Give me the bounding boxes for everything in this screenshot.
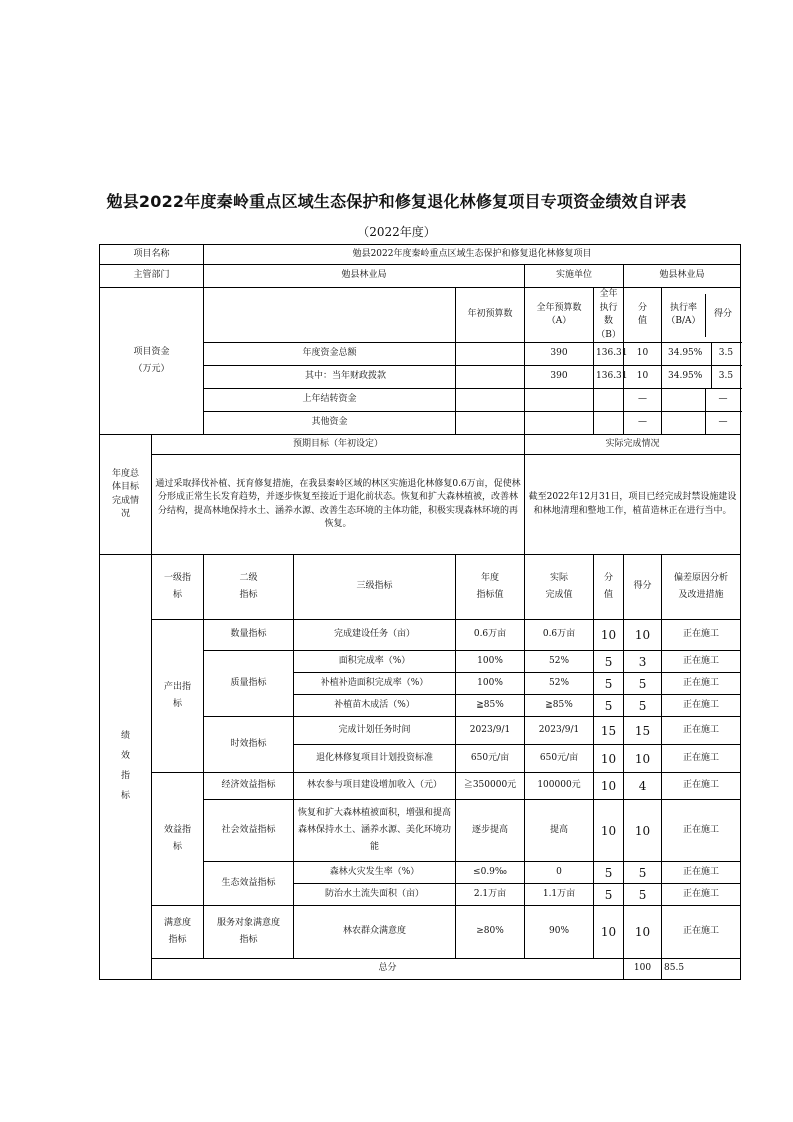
l3-header: 三级指标 xyxy=(294,555,456,620)
indicator-score: 5 xyxy=(594,862,624,884)
funds-annual xyxy=(525,412,594,435)
perf-label: 绩 效 指 标 xyxy=(100,555,152,980)
indicator-actual: ≧85% xyxy=(525,695,594,717)
document-year: （2022年度） xyxy=(357,225,436,239)
score-header: 分 值 xyxy=(624,288,662,343)
funds-label-line2: （万元） xyxy=(133,364,170,374)
indicator-name: 防治水土流失面积（亩） xyxy=(294,884,456,906)
funds-annual xyxy=(525,389,594,412)
indicator-note: 正在施工 xyxy=(662,862,741,884)
indicator-score: 5 xyxy=(594,695,624,717)
rate-header: 执行率 （B/A） xyxy=(662,294,706,337)
indicator-note: 正在施工 xyxy=(662,906,741,959)
indicator-note: 正在施工 xyxy=(662,884,741,906)
funds-exec: 136.31 xyxy=(594,366,624,389)
indicator-actual: 提高 xyxy=(525,800,594,862)
indicator-score: 10 xyxy=(594,906,624,959)
indicator-name: 面积完成率（%） xyxy=(294,651,456,673)
indicator-name: 退化林修复项目计划投资标准 xyxy=(294,745,456,773)
indicator-note: 正在施工 xyxy=(662,695,741,717)
indicator-target: 2.1万亩 xyxy=(456,884,525,906)
funds-row-label: 年度资金总额 xyxy=(204,343,456,366)
funds-initial xyxy=(456,412,525,435)
department-value: 勉县林业局 xyxy=(204,265,525,288)
indicator-target: 逐步提高 xyxy=(456,800,525,862)
funds-annual: 390 xyxy=(525,343,594,366)
indicator-name: 完成建设任务（亩） xyxy=(294,620,456,651)
l1-header: 一级指 标 xyxy=(152,555,204,620)
funds-exec xyxy=(594,389,624,412)
department-label: 主管部门 xyxy=(100,265,204,288)
indicator-got: 10 xyxy=(624,620,662,651)
indicator-name: 林农群众满意度 xyxy=(294,906,456,959)
indicator-target: 0.6万亩 xyxy=(456,620,525,651)
funds-rate: 34.95% xyxy=(662,343,712,365)
total-got: 85.5 xyxy=(662,959,741,980)
indicator-actual: 1.1万亩 xyxy=(525,884,594,906)
self-evaluation-table xyxy=(99,244,741,980)
expected-goal-text: 通过采取择伐补植、抚育修复措施，在我县秦岭区域的林区实施退化林修复0.6万亩，促使林分形成正常生长发育趋势，并逐步恢复至接近于退化前状态。恢复和扩大森林植被，改善林分结构，提高林地保持水土、涵养水源、改善生态环境的主体功能，积极实现森林环境的再恢复。 xyxy=(152,455,525,555)
perf-row xyxy=(100,620,741,651)
implementer-label: 实施单位 xyxy=(525,265,624,288)
project-name-row xyxy=(100,245,741,265)
social-indicator: 社会效益指标 xyxy=(204,800,294,862)
rate-got-header xyxy=(662,288,741,343)
economic-indicator: 经济效益指标 xyxy=(204,773,294,800)
indicator-got: 10 xyxy=(624,745,662,773)
indicator-name: 森林火灾发生率（%） xyxy=(294,862,456,884)
goals-header-row xyxy=(100,435,741,455)
indicator-got: 5 xyxy=(624,695,662,717)
indicator-actual: 100000元 xyxy=(525,773,594,800)
funds-score: 10 xyxy=(624,366,662,389)
satisfaction-indicator-label: 满意度 指标 xyxy=(152,906,204,959)
got-header: 得分 xyxy=(624,555,662,620)
project-name-label: 项目名称 xyxy=(100,245,204,265)
indicator-note: 正在施工 xyxy=(662,773,741,800)
funds-got: 3.5 xyxy=(718,348,734,359)
funds-blank-header xyxy=(204,288,456,343)
indicator-got: 5 xyxy=(624,673,662,695)
indicator-actual: 52% xyxy=(525,651,594,673)
indicator-actual: 90% xyxy=(525,906,594,959)
deviation-header: 偏差原因分析 及改进措施 xyxy=(662,555,741,620)
indicator-target: 100% xyxy=(456,651,525,673)
funds-got: — xyxy=(718,394,728,405)
funds-score: 10 xyxy=(624,343,662,366)
funds-rate-got xyxy=(662,412,741,435)
indicator-name: 补植补造面积完成率（%） xyxy=(294,673,456,695)
indicator-got: 3 xyxy=(624,651,662,673)
funds-initial xyxy=(456,366,525,389)
service-satisfaction-indicator: 服务对象满意度 指标 xyxy=(204,906,294,959)
funds-score: — xyxy=(624,412,662,435)
actual-result-header: 实际完成情况 xyxy=(525,435,741,455)
indicator-got: 15 xyxy=(624,717,662,745)
indicator-note: 正在施工 xyxy=(662,800,741,862)
annual-budget-header: 全年预算数 （A） xyxy=(525,288,594,343)
funds-rate-got xyxy=(662,389,741,412)
indicator-score: 15 xyxy=(594,717,624,745)
indicator-actual: 52% xyxy=(525,673,594,695)
indicator-actual: 650元/亩 xyxy=(525,745,594,773)
indicator-target: ≧350000元 xyxy=(456,773,525,800)
funds-got: — xyxy=(718,417,728,428)
indicator-target: ≥80% xyxy=(456,906,525,959)
document-title: 勉县2022年度秦岭重点区域生态保护和修复退化林修复项目专项资金绩效自评表 xyxy=(106,192,687,211)
funds-rate xyxy=(662,412,706,434)
department-row xyxy=(100,265,741,288)
indicator-score: 10 xyxy=(594,745,624,773)
project-name-value: 勉县2022年度秦岭重点区域生态保护和修复退化林修复项目 xyxy=(204,245,741,265)
indicator-got: 10 xyxy=(624,906,662,959)
indicator-got: 4 xyxy=(624,773,662,800)
funds-annual: 390 xyxy=(525,366,594,389)
indicator-name: 完成计划任务时间 xyxy=(294,717,456,745)
indicator-target: ≤0.9‰ xyxy=(456,862,525,884)
funds-label-line1: 项目资金 xyxy=(133,346,170,357)
indicator-target: 100% xyxy=(456,673,525,695)
got-header: 得分 xyxy=(713,309,732,320)
indicator-note: 正在施工 xyxy=(662,717,741,745)
indicator-name: 林农参与项目建设增加收入（元） xyxy=(294,773,456,800)
actual-header: 实际 完成值 xyxy=(525,555,594,620)
funds-score: — xyxy=(624,389,662,412)
funds-rate-got xyxy=(662,343,741,366)
total-score: 100 xyxy=(624,959,662,980)
quality-indicator: 质量指标 xyxy=(204,651,294,717)
indicator-actual: 0.6万亩 xyxy=(525,620,594,651)
indicator-got: 5 xyxy=(624,862,662,884)
indicator-got: 5 xyxy=(624,884,662,906)
indicator-score: 5 xyxy=(594,884,624,906)
l2-header: 二级 指标 xyxy=(204,555,294,620)
indicator-note: 正在施工 xyxy=(662,673,741,695)
indicator-score: 10 xyxy=(594,773,624,800)
indicator-target: 650元/亩 xyxy=(456,745,525,773)
annual-exec-header: 全年执行数 （B） xyxy=(594,288,624,343)
funds-row-label: 上年结转资金 xyxy=(204,389,456,412)
indicator-score: 5 xyxy=(594,673,624,695)
total-row xyxy=(100,959,741,980)
target-header: 年度 指标值 xyxy=(456,555,525,620)
funds-initial xyxy=(456,343,525,366)
indicator-name: 补植苗木成活（%） xyxy=(294,695,456,717)
indicator-target: 2023/9/1 xyxy=(456,717,525,745)
quantity-indicator: 数量指标 xyxy=(204,620,294,651)
ecology-indicator: 生态效益指标 xyxy=(204,862,294,906)
indicator-score: 5 xyxy=(594,651,624,673)
initial-budget-header: 年初预算数 xyxy=(456,288,525,343)
goals-label: 年度总 体目标 完成情 况 xyxy=(100,435,152,555)
indicator-actual: 2023/9/1 xyxy=(525,717,594,745)
implementer-value: 勉县林业局 xyxy=(624,265,741,288)
perf-row xyxy=(100,906,741,959)
indicator-actual: 0 xyxy=(525,862,594,884)
funds-label xyxy=(100,288,204,435)
indicator-note: 正在施工 xyxy=(662,620,741,651)
indicator-score: 10 xyxy=(594,620,624,651)
time-indicator: 时效指标 xyxy=(204,717,294,773)
output-indicator-label: 产出指 标 xyxy=(152,620,204,773)
funds-rate xyxy=(662,389,706,411)
benefit-indicator-label: 效益指 标 xyxy=(152,773,204,906)
actual-result-text: 截至2022年12月31日，项目已经完成封禁设施建设和林地清理和整地工作，植苗造林正在进行当中。 xyxy=(525,455,741,555)
indicator-target: ≧85% xyxy=(456,695,525,717)
goals-content-row xyxy=(100,455,741,555)
indicator-note: 正在施工 xyxy=(662,745,741,773)
funds-header-row xyxy=(100,288,741,343)
indicator-score: 10 xyxy=(594,800,624,862)
perf-header-row xyxy=(100,555,741,620)
funds-rate: 34.95% xyxy=(662,366,712,388)
indicator-got: 10 xyxy=(624,800,662,862)
funds-initial xyxy=(456,389,525,412)
total-label: 总分 xyxy=(152,959,624,980)
score-header: 分 值 xyxy=(594,555,624,620)
funds-row-label: 其中：当年财政拨款 xyxy=(204,366,456,389)
perf-row xyxy=(100,773,741,800)
funds-exec xyxy=(594,412,624,435)
funds-row-label: 其他资金 xyxy=(204,412,456,435)
funds-exec: 136.31 xyxy=(594,343,624,366)
funds-rate-got xyxy=(662,366,741,389)
expected-goal-header: 预期目标（年初设定） xyxy=(152,435,525,455)
funds-got: 3.5 xyxy=(718,371,734,382)
indicator-name: 恢复和扩大森林植被面积，增强和提高森林保持水土、涵养水源、美化环境功能 xyxy=(294,800,456,862)
indicator-note: 正在施工 xyxy=(662,651,741,673)
